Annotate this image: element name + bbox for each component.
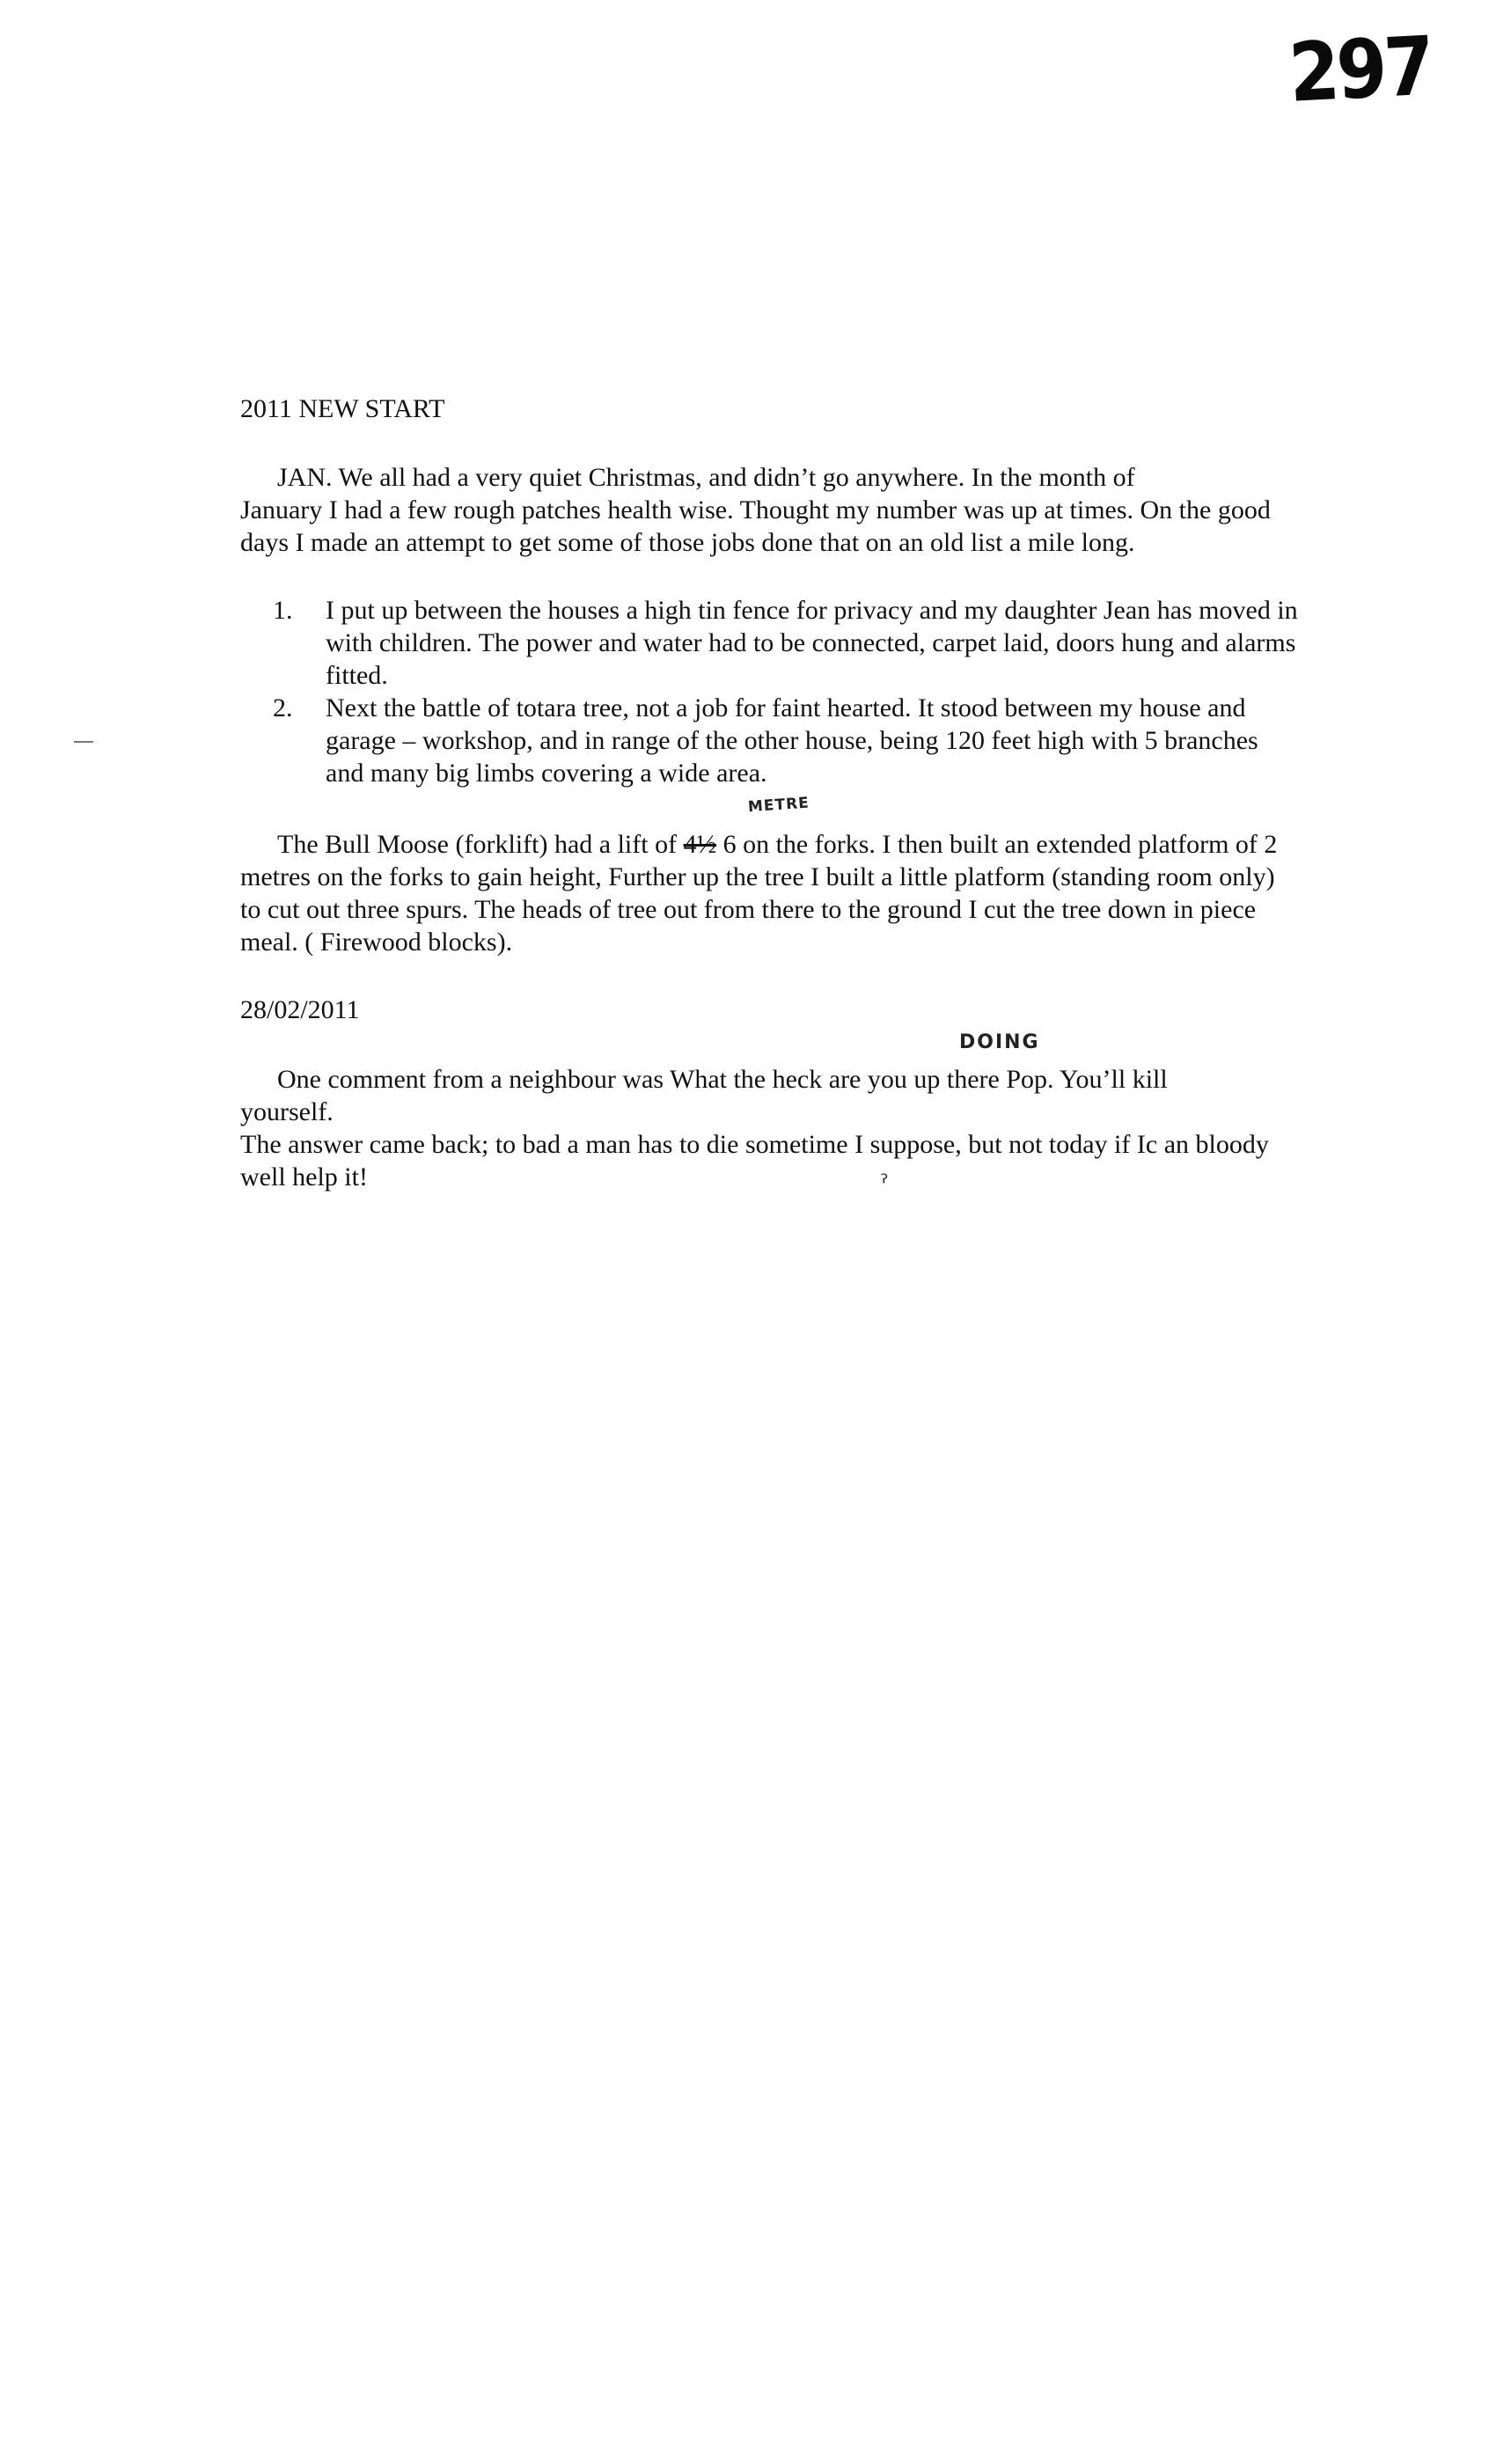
paragraph-forklift: [240, 828, 1296, 958]
comment-second-line: yourself.: [240, 1097, 334, 1126]
handwritten-caret: ˀ: [880, 1170, 889, 1197]
list-item: [264, 594, 1302, 692]
jobs-list: [264, 594, 1302, 789]
margin-mark: [74, 741, 93, 743]
entry-date: 28/02/2011: [240, 995, 360, 1024]
list-item-number: 2.: [273, 693, 293, 722]
struck-out-value: 4½: [683, 830, 717, 859]
list-item-text: Next the battle of totara tree, not a job for faint hearted. It stood between my house and garage – workshop, and in range of the other house, being 120 feet high with 5 branches and many big limbs covering a wide area.: [326, 693, 1258, 788]
paragraph-january: [240, 461, 1296, 559]
paragraph-comment: [240, 1063, 1296, 1193]
handwritten-page-number: 297: [1287, 18, 1434, 121]
paragraph-january-rest: January I had a few rough patches health wise. Thought my number was up at times. On the good days I made an attempt to get some of those jobs done that on an old list a mile long.: [240, 495, 1271, 557]
section-heading: 2011 NEW START: [240, 394, 445, 423]
list-item: [264, 692, 1302, 789]
comment-answer: The answer came back; to bad a man has to die sometime I suppose, but not today if Ic an bloody well help it!: [240, 1130, 1269, 1192]
list-item-number: 1.: [273, 596, 293, 625]
comment-first-line: One comment from a neighbour was What the heck are you up there Pop. You’ll kill: [277, 1065, 1168, 1094]
handwritten-note-metre: METRE: [747, 794, 810, 817]
handwritten-note-doing: DOING: [959, 1031, 1040, 1053]
list-item-text: I put up between the houses a high tin fence for privacy and my daughter Jean has moved in with children. The power and water had to be connected, carpet laid, doors hung and alarms fitted.: [326, 596, 1298, 690]
paragraph-january-first-line: JAN. We all had a very quiet Christmas, and didn’t go anywhere. In the month of: [277, 463, 1135, 492]
paragraph-forklift-before: The Bull Moose (forklift) had a lift of: [277, 830, 684, 859]
paragraph-forklift-after: 6 on the forks. I then built an extended platform of 2 metres on the forks to gain height, Further up the tree I built a little platform (standing room only) to cut out three spurs. The heads of tree out from there to the ground I cut the tree down in piece meal. ( Firewood blocks).: [240, 830, 1278, 957]
